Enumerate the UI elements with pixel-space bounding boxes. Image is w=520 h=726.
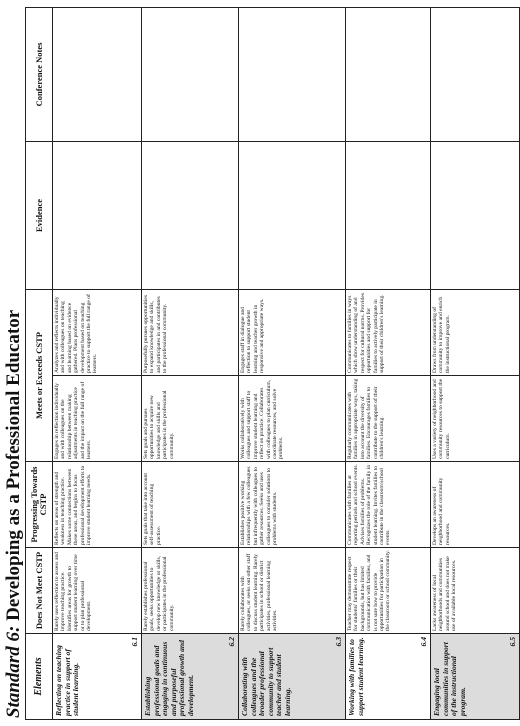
does-not-meet-cell: Rarely collaborates with colleagues, or seeks out other staff to discuss student learning. Rarely participates in school or district activities, professional learning activities. [239,548,346,634]
does-not-meet-cell: Rarely uses reflection to assess and improve teaching practice. Identifies areas for growth to support student learning over time or to plan professional development. [53,548,142,634]
conference-notes-cell[interactable] [142,7,239,141]
table-row [346,7,431,719]
element-number: 6.2 [226,637,236,647]
progressing-cell: Reflects on areas of strength and weakness in teaching practice. Makes some connections between these areas, and begins to focus professional development efforts to improve student learning needs. [53,462,142,548]
meets-cell: Works collaboratively with colleagues and support staff to improve student learning and reflect on practice. Collaborates with colleagues to plan curriculum, coordinate resources, and solve problems. [239,376,346,462]
rubric-table [25,7,520,720]
element-label: Working with families to support student learning. [347,637,365,716]
col-header-progressing: Progressing Towards CSTP [26,462,53,548]
progressing-cell: Establishes positive working relationships with a few colleagues but infrequently with colleagues to gather resources. Seeks and uses colleagues to consider solutions to problems with students. [239,462,346,548]
col-header-elements: Elements [26,634,53,720]
evidence-cell[interactable] [53,141,142,289]
evidence-cell[interactable] [431,141,520,289]
element-cell [431,634,520,720]
table-row [431,7,520,719]
evidence-cell[interactable] [239,141,346,289]
conference-notes-cell[interactable] [346,7,431,141]
meets-cell: Uses a variety of neighborhood and community resources to support the curriculum. [431,376,520,462]
element-number: 6.5 [507,637,517,647]
element-label: Reflecting on teaching practice in support of student learning. [54,645,80,716]
standard-title: Developing as a Professional Educator [3,309,24,621]
col-header-meets-exceeds: Meets or Exceeds CSTP [26,289,53,461]
element-cell [346,634,431,720]
table-row [53,7,142,719]
does-not-meet-cell: Rarely establishes professional goals, seeks opportunities to develop new knowledge or skills, or participates in the professional community. [142,548,239,634]
header-row [26,7,53,719]
element-cell [142,634,239,720]
exceeds-cell: Draws from understanding of community to improve and enrich the instructional program. [431,289,520,375]
progressing-cell: Communicates with families at reporting periods and school events. Advises families of problems. Recognizes the role of the family in student learning. Invites families to contribute in the classroom/school events. [346,462,431,548]
col-header-evidence: Evidence [26,141,53,289]
meets-cell: Engages in reflection individually and with colleagues on the relationship between making adjustments in teaching practice and the impact on the full range of learners. [53,376,142,462]
meets-cell: Sets goals and pursues opportunities to acquire new knowledge and skills and participates in the professional community. [142,376,239,462]
col-header-does-not-meet: Does Not Meet CSTP [26,548,53,634]
table-row [239,7,346,719]
element-number: 6.4 [418,637,428,647]
exceeds-cell: Communicates to families in ways which show understanding of and respect for cultural norms. Provides opportunities and support for families to actively participate in support of their children's learning. [346,289,431,375]
table-row [142,7,239,719]
col-header-conference-notes: Conference Notes [26,7,53,141]
meets-cell: Regularly communicates with families in appropriate ways, taking into account the diversity of families. Encourages families to contribute to the support of their children's learning. [346,376,431,462]
element-number: 6.3 [333,637,343,647]
does-not-meet-cell: Teacher may demonstrate respect for students' families or their backgrounds, but has limited communication with families, and is not sure how to provide opportunities for participation in the classroom or school community. [346,548,431,634]
page-title [3,310,25,718]
conference-notes-cell[interactable] [239,7,346,141]
standard-label: Standard 6: [3,625,24,718]
element-label: Collaborating with colleagues and the broader professional community to support teacher and student learning. [240,647,292,716]
progressing-cell: Sets goals that take into account self-assessment of teaching practice. [142,462,239,548]
evidence-cell[interactable] [346,141,431,289]
evidence-cell[interactable] [142,141,239,289]
conference-notes-cell[interactable] [53,7,142,141]
element-number: 6.1 [129,637,139,647]
element-cell [239,634,346,720]
exceeds-cell: Analyzes and reflects individually and with colleagues on teaching and learning based on evidence gathered. Plans professional development based on teaching practice to support the full range of learners. [53,289,142,375]
does-not-meet-cell: Lacks awareness of local neighborhoods and communities around school and does not make use of available local resources. [431,548,520,634]
exceeds-cell: Engages staff in dialogue and reflection to support student learning and teacher growth in responsive and appropriate ways. [239,289,346,375]
element-label: Engaging local communities in support of the instructional program. [432,642,467,716]
conference-notes-cell[interactable] [431,7,520,141]
exceeds-cell: Purposefully pursues opportunities to expand knowledge and skills, and participates in and contributes to the professional community. [142,289,239,375]
element-cell [53,634,142,720]
element-label: Establishing professional goals and engaging in continuous and purposeful professional growth and development. [143,640,195,716]
progressing-cell: Develops an awareness of neighborhood and community resources. [431,462,520,548]
